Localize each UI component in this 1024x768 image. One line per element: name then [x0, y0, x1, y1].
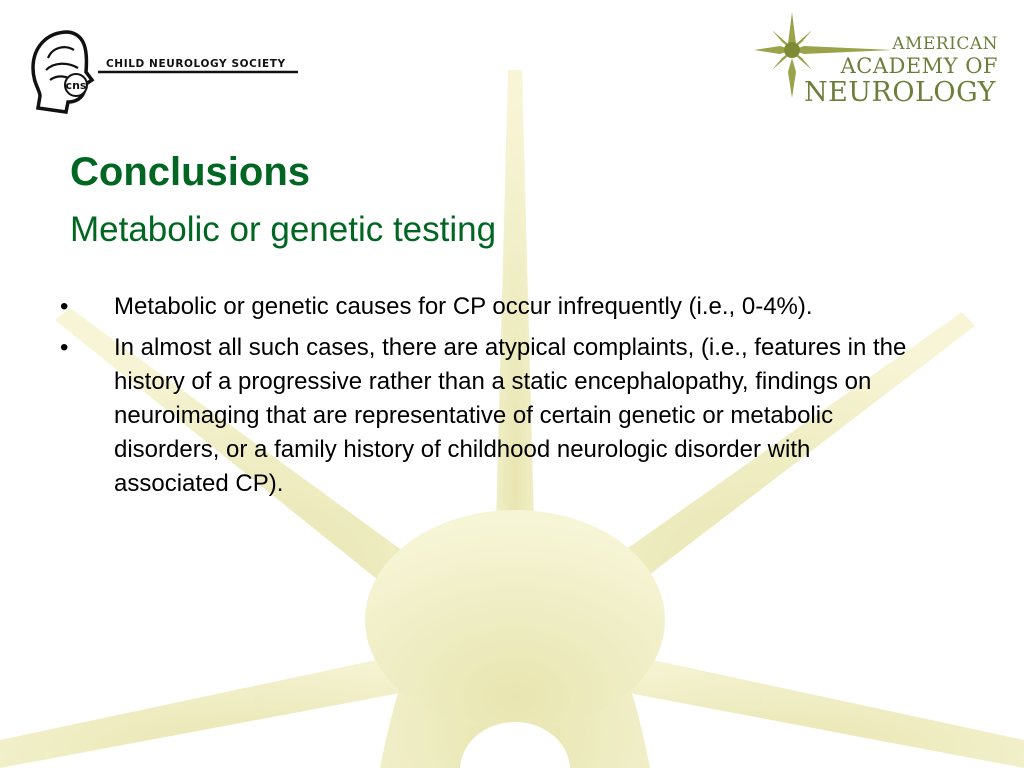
aan-text-neurology: NEUROLOGY — [803, 77, 996, 108]
aan-text-american: AMERICAN — [892, 34, 998, 54]
bullet-icon: • — [60, 293, 69, 320]
slide-subtitle: Metabolic or genetic testing — [70, 210, 497, 249]
aan-text-academy-of: ACADEMY OF — [840, 54, 998, 78]
bullet-item — [58, 290, 908, 324]
american-academy-of-neurology-logo — [752, 10, 1002, 110]
bullet-icon: • — [60, 334, 69, 361]
bullet-text: Metabolic or genetic causes for CP occur infrequently (i.e., 0-4%). — [114, 293, 813, 320]
child-neurology-society-logo — [28, 28, 300, 114]
cns-name-text: CHILD NEUROLOGY SOCIETY — [106, 58, 286, 70]
bullet-text: In almost all such cases, there are atypical complaints, (i.e., features in the history of a progressive rather than a static encephalopathy, findings on neuroimaging that are representative of certain genetic or metabolic disorders, or a family history of childhood neurologic disorder with associated CP). — [114, 334, 907, 497]
svg-text:cns: cns — [65, 79, 87, 92]
bullet-list — [58, 290, 908, 508]
cns-head-icon — [28, 28, 300, 114]
bullet-item — [58, 331, 908, 501]
slide-title: Conclusions — [70, 150, 311, 194]
